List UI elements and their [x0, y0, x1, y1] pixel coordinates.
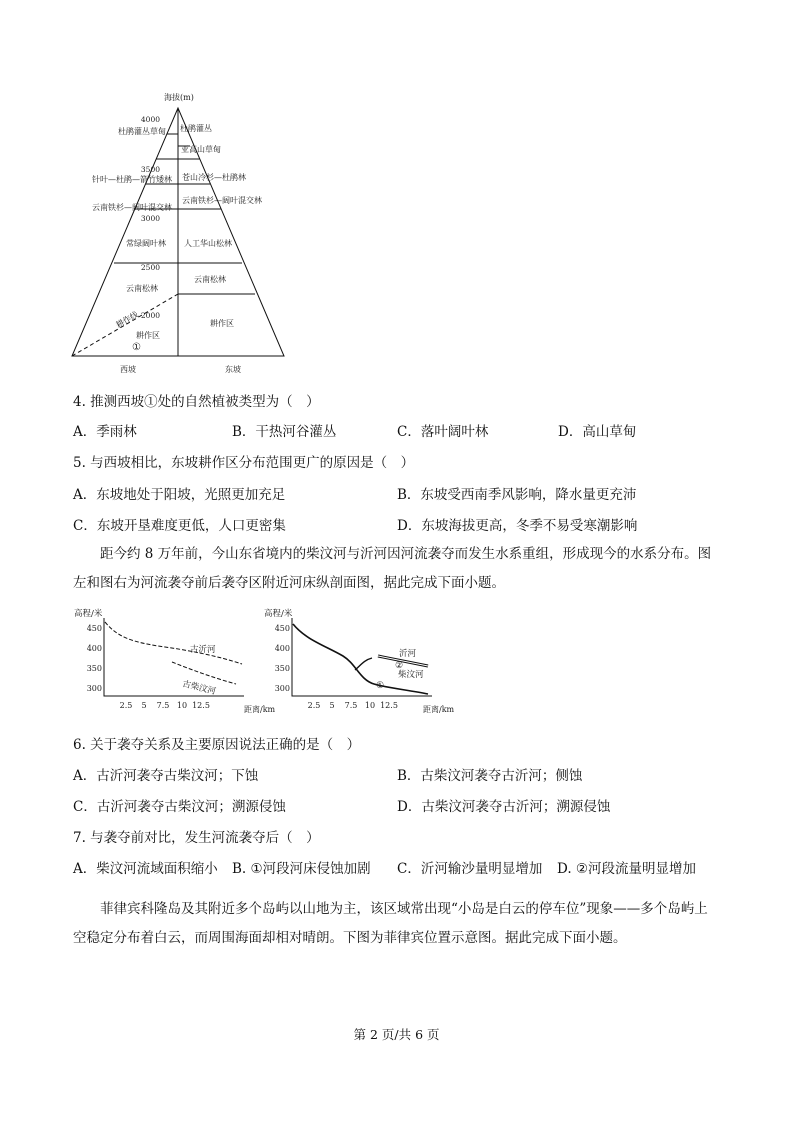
q4-option-b: B．干热河谷灌丛: [232, 424, 337, 440]
east-zone-2: 亚高山草甸: [181, 145, 221, 154]
q7-stem: 7. 与袭夺前对比，发生河流袭夺后（ ）: [73, 830, 320, 846]
right-ytick: 450: [274, 624, 290, 633]
right-ytick: 400: [274, 644, 290, 653]
right-ylabel: 高程/米: [264, 609, 293, 619]
right-xtick: 2.5: [307, 701, 321, 710]
tick-2000: 2000: [140, 311, 160, 320]
left-ytick: 350: [86, 664, 102, 673]
left-ytick: 450: [86, 624, 102, 633]
passage-philippines: 菲律宾科隆岛及其附近多个岛屿以山地为主，该区域常出现“小岛是白云的停车位”现象——多个岛屿上空稳定分布着白云，而周围海面却相对晴朗。下图为菲律宾位置示意图。据此完成下面小题。: [73, 901, 708, 946]
q6-option-a: A．古沂河袭夺古柴汶河；下蚀: [73, 768, 259, 784]
q7-option-d: D. ②河段流量明显增加: [557, 861, 697, 877]
right-yi-river-upper-line: [355, 658, 372, 670]
east-zone-4: 云南铁杉—阔叶混交林: [182, 196, 262, 205]
tick-3500: 3500: [140, 165, 160, 174]
q5-option-d: D．东坡海拔更高，冬季不易受寒潮影响: [397, 518, 638, 534]
q6-option-c: C．古沂河袭夺古柴汶河；溯源侵蚀: [73, 799, 286, 815]
left-ylabel: 高程/米: [74, 609, 103, 619]
west-zone-5: 云南松林: [126, 284, 158, 293]
right-xtick: 5: [329, 701, 335, 710]
east-zone-7: 耕作区: [210, 319, 234, 328]
q4-option-a: A．季雨林: [73, 424, 137, 440]
tick-2500: 2500: [140, 263, 160, 272]
vegetation-zone-diagram: [60, 88, 300, 378]
page-footer: 第 2 页/共 6 页: [353, 1027, 440, 1042]
left-ytick: 300: [86, 684, 102, 693]
left-label-ancient-chai: 古柴汶河: [181, 679, 217, 698]
left-xtick: 5: [141, 701, 147, 710]
q5-option-a: A．东坡地处于阳坡，光照更加充足: [73, 487, 286, 503]
right-xtick: 10: [364, 701, 376, 710]
left-label-ancient-yi: 古沂河: [190, 645, 216, 655]
left-xtick: 12.5: [192, 701, 210, 710]
west-zone-3: 云南铁杉—阔叶混交林: [92, 203, 172, 212]
west-zone-4: 常绿阔叶林: [126, 239, 166, 248]
q6-stem: 6. 关于袭夺关系及主要原因说法正确的是（ ）: [73, 737, 361, 753]
left-ancient-yi-river-line: [105, 622, 242, 664]
east-zone-1: 杜鹃灌丛: [180, 124, 212, 133]
left-xtick: 2.5: [119, 701, 133, 710]
passage-river-capture: 距今约 8 万年前，今山东省境内的柴汶河与沂河因河流袭夺而发生水系重组，形成现今的水系分布。图左和图右为河流袭夺前后袭夺区附近河床纵剖面图，据此完成下面小题。: [73, 546, 712, 591]
left-xlabel: 距离/km: [244, 705, 276, 714]
river-profile-charts: [68, 606, 468, 718]
marker-1: ①: [132, 342, 141, 353]
q5-option-c: C．东坡开垦难度更低，人口更密集: [73, 518, 286, 534]
left-ytick: 400: [86, 644, 102, 653]
west-zone-2: 针叶—杜鹃—箭竹矮林: [92, 175, 172, 184]
right-label-chai: 柴汶河: [398, 670, 424, 680]
tick-3000: 3000: [140, 214, 160, 223]
left-xtick: 10: [176, 701, 188, 710]
q7-option-a: A．柴汶河流域面积缩小: [73, 861, 218, 877]
east-zone-6: 云南松林: [194, 275, 226, 284]
east-slope-label: 东坡: [225, 365, 241, 374]
right-xtick: 12.5: [380, 701, 398, 710]
cultivation-line-label: 耕作线: [114, 309, 140, 330]
west-slope-label: 西坡: [120, 365, 136, 374]
q6-option-b: B．古柴汶河袭夺古沂河；侧蚀: [397, 768, 583, 784]
tick-4000: 4000: [140, 115, 160, 124]
east-zone-3: 苍山冷杉—杜鹃林: [182, 173, 246, 182]
right-ytick: 300: [274, 684, 290, 693]
right-marker-1: ①: [376, 681, 385, 691]
q7-option-b: B. ①河段河床侵蚀加剧: [232, 861, 371, 877]
right-label-yi: 沂河: [399, 649, 417, 659]
right-xlabel: 距离/km: [423, 705, 455, 714]
left-ancient-chai-river-line: [172, 662, 236, 684]
right-marker-2: ②: [395, 661, 404, 671]
q6-option-d: D．古柴汶河袭夺古沂河；溯源侵蚀: [397, 799, 611, 815]
left-xtick: 7.5: [156, 701, 170, 710]
q4-stem: 4. 推测西坡①处的自然植被类型为（ ）: [73, 394, 320, 410]
right-xtick: 7.5: [344, 701, 358, 710]
right-ytick: 350: [274, 664, 290, 673]
right-chai-river-line: [293, 624, 428, 694]
east-zone-5: 人工华山松林: [184, 239, 232, 248]
q5-stem: 5. 与西坡相比，东坡耕作区分布范围更广的原因是（ ）: [73, 455, 415, 471]
west-zone-6: 耕作区: [136, 331, 160, 340]
west-zone-1: 杜鹃灌丛草甸: [118, 127, 166, 136]
q5-option-b: B．东坡受西南季风影响，降水量更充沛: [397, 487, 637, 503]
q7-option-c: C．沂河输沙量明显增加: [397, 861, 543, 877]
mountain-ylabel: 海拔(m): [164, 93, 194, 102]
q4-option-c: C．落叶阔叶林: [397, 424, 489, 440]
q4-option-d: D．高山草甸: [558, 424, 637, 440]
